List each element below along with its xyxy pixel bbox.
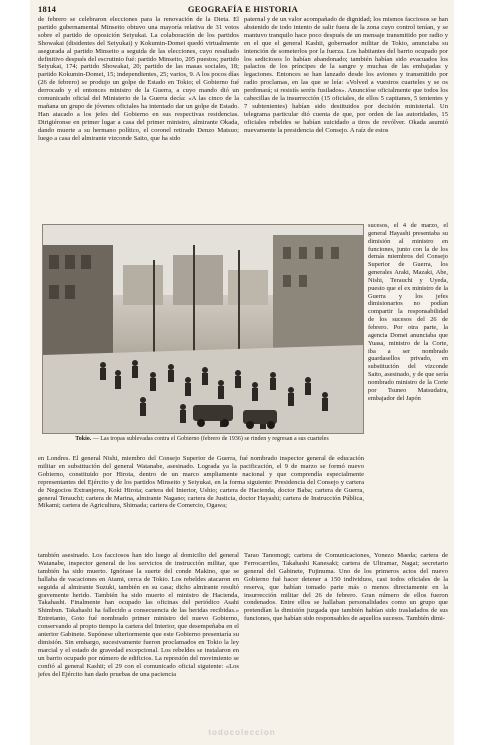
magazine-page [30,0,454,745]
text-column-left-bottom: también asesinado. Los facciosos han ido luego al domicilio del general Watanabe, inspector general de los servicios de instrucción militar, que también ha sido muerto. Ignórase la suerte del conde Makino, que se hallaba de vacaciones en Atami, cerca de Tokio. Los rebeldes atacaron en seguida al almirante Suzuki, también en su casa; dicho almirante resultó gravemente herido. También ha sido muerto el ministro de Hacienda, Takahashi. Finalmente han ocupado las oficinas del periódico Asahi Shimbun. Takahashi ha fallecido a consecuencia de las heridas recibidas.» Entretanto, Goto fué nombrado primer ministro del nuevo Gobierno, conservando al propio tiempo la cartera del Interior, que desempeñaba en el anterior Gabinete. Supónese ulteriormente que este Gobierno presentaría su dimisión. Sin embargo, sucesivamente fueron proclamados en Tokio la ley marcial y el estado de gravedad excepcional. Los rebeldes se instalaron en un barrio ocupado por número de edificios. La represión del movimiento se confió al general Kashii; el 29 con el comunicado oficial siguiente: «Los jefes del Ejército han dado pruebas de una paciencia [38,552,239,678]
caption-text: — Las tropas sublevadas contra el Gobierno (febrero de 1936) se rinden y regresan a sus cuarteles [92,436,329,442]
street-scene-illustration [43,225,363,433]
page-title: GEOGRAFÍA E HISTORIA [187,4,299,14]
caption-place: Tokio. [75,436,92,442]
text-column-right-top: paternal y de un valor acompañado de dignidad; los mismos facciosos se han abstenido de todo intento de salir fuera de la zona cuyo control tenían, y se mantuvo tranquilo hace poco después de un mensaje transmitido por radio y en el que el general Kashii, gobernador militar de Tokio, anunciaba su intención de someterlos por la fuerza. Los habitantes del barrio ocupado por los sediciosos lo habían abandonado; también habían sido evacuados los palacios de los príncipes de la sangre y muchas de las embajadas y legaciones. Entonces se han lanzado desde los aviones y transmitido por radio proclamas, en las que se leía: «Volved a vuestros cuarteles y se os perdonará; si resistís seréis fusilados». Anuncióse oficialmente que todos los cabecillas de la insurrección (15 oficiales, de ellos 5 capitanes, 5 tenientes y 7 subtenientes) habían sido destituidos por decisión ministerial. Un telegrama particular dió cuenta de que, por orden de las autoridades, 15 oficiales rebeldes se habían suicidado a tiros de revólver. Okada asumió nuevamente la presidencia del Consejo. A raíz de estos [244,16,448,134]
text-column-side: sucesos, el 4 de marzo, el general Hayashi presentaba su dimisión al ministro en funciones, junto con la de los demás miembros del Consejo Superior de Guerra, los generales Araki, Mazaki, Abe, Nishi, Terauchi y Uyeda, puesto que el ex ministro de la Guerra y los jefes dimisionarios no podían compartir la responsabilidad de los sucesos del 26 de febrero. Por otra parte, la agencia Domei anunciaba que Yuasa, ministro de la Corte, iba a ser nombrado guardasellos privado, en substitución del vizconde Saito, asesinado, y de que sería nombrado ministro de la Corte por Tsuneo Matsudaira, embajador del Japón [368,222,448,402]
text-column-fill: en Londres. El general Nishi, miembro del Consejo Superior de Guerra, fué nombrado inspector general de educación militar en substitución del general Watanabe, asesinado. Lograda ya la pacificación, el 9 de marzo se formó nuevo Gobierno, constituido por Hirota, dentro de un marco ampliamente nacional y que comprendía especialmente representantes del Ejército y de los partidos Minseito y Seiyukai, en la forma siguiente: Presidencia del Consejo y cartera de Negocios Extranjeros, Koki Hirota; cartera del Interior, Ushio; cartera de Hacienda, doctor Baba; cartera de Guerra, general Terauchi; cartera de Marina, almirante Nagano; cartera de Justicia, doctor Hayashi; cartera de Instrucción Pública, Mikami; cartera de Agricultura, Shimada; cartera de Comercio, Ogawa; [38,455,364,510]
page-header [38,4,448,16]
watermark: todocoleccion [208,728,276,737]
text-column-left-top: de febrero se celebraron elecciones para la renovación de la Dieta. El partido gubernamental Minseito obtuvo una mayoría relativa de 31 votos sobre el partido de oposición Seiyukai. La colaboración de los partidos Showakai (disidentes del Seiyukai) y Kokumin-Domei quedó virtualmente asegurada al partido Minseito a seguida de las elecciones, cuyo resultado definitivo después del escrutinio fué: partido Minseito, 205 puestos; partido Seiyukai, 174; partido Showakai, 20; partido de las masas sociales, 18; partido Kokumin-Domei, 15; independientes, 25; varios, 9. A los pocos días (26 de febrero) se produjo un golpe de Estado en Tokio; el Gobierno fué derrocado y el entonces ministro de la Guerra, a cuyo mando dió un comunicado oficial del Ministerio de la Guerra decía: «A las cinco de la mañana un grupo de jóvenes oficiales ha intentado dar un golpe de Estado. Han atacado a los jefes del Gobierno en sus respectivas residencias. Dirigiéronse en primer lugar a casa del primer ministro, almirante Okada, dando muerte a su hermano político, el coronel retirado Denzo Matsuo; luego a casa del almirante vizconde Saito, que ha sido [38,16,239,142]
text-column-right-bottom: Tarao Tanomogi; cartera de Comunicaciones, Yonezo Maeda; cartera de Ferrocarriles, Takahashi Kanesaki; cartera de Ultramar, Nagai; secretario general del Gabinete, Fujinuma. Uno de los primeros actos del nuevo Gobierno fué hacer detener a 150 individuos, casi todos oficiales de la reserva, que habían tomado parte más o menos directamente en la insurrección militar del 26 de febrero. Gran número de ellos fueron condenados. Entre ellos se hallaban personalidades como un grupo que pretendían la dimisión juzgada que también habían sido trasladados de sus funciones, que habían sido responsables de aquellos sucesos. También dimi- [244,552,448,623]
historical-photo [42,224,364,434]
page-number: 1814 [38,4,57,14]
photo-caption [42,436,362,454]
